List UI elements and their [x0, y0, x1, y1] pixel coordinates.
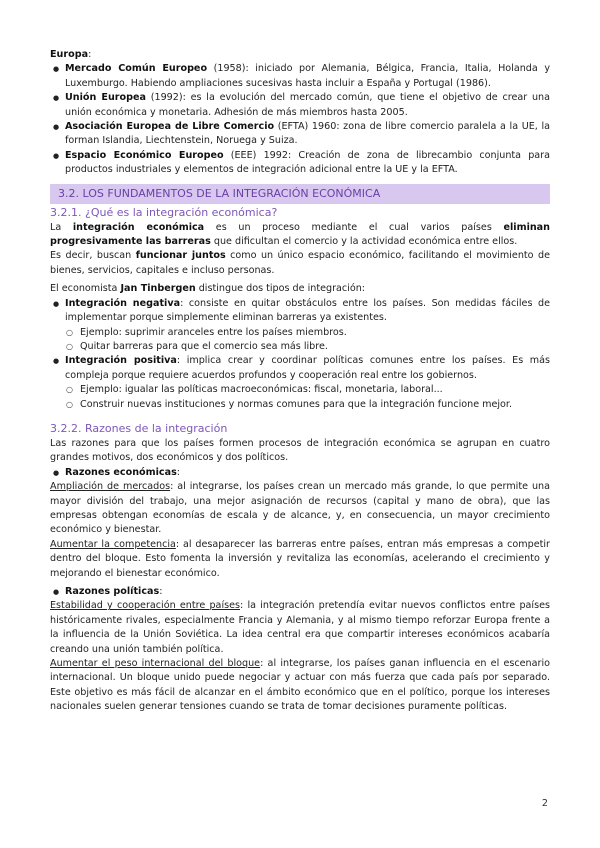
sub-list: [50, 383, 550, 412]
list-item: ● Integración positiva: implica crear y coordinar políticas comunes entre los países. Es más compleja porque requiere acuerdos profundos y cooperación real entre los gobiernos.: [50, 354, 550, 383]
paragraph: La integración económica es un proceso mediante el cual varios países eliminan progresivamente las barreras que dificultan el comercio y la actividad económica entre ellos.: [50, 221, 550, 248]
subsection-title-2: 3.2.2. Razones de la integración: [50, 421, 228, 435]
list-item: ● Razones económicas:: [50, 466, 550, 480]
page-number: 2: [541, 798, 548, 809]
subsection-title-1: 3.2.1. ¿Qué es la integración económica?: [50, 205, 278, 219]
sub-list-item: ○ Construir nuevas instituciones y normas comunes para que la integración funcione mejor.: [50, 398, 550, 412]
paragraph: Es decir, buscan funcionar juntos como un único espacio económico, facilitando el movimiento de bienes, servicios, capitales e incluso personas.: [50, 250, 550, 276]
list-item: ● Espacio Económico Europeo (EEE) 1992: Creación de zona de librecambio conjunta para productos industriales y elementos de integración adicional entre la UE y la EFTA.: [50, 149, 550, 178]
sub-list: [50, 326, 550, 355]
reasons-list: [50, 585, 550, 599]
sub-list-item: ○ Quitar barreras para que el comercio sea más libre.: [50, 340, 550, 354]
list-item: ● Mercado Común Europeo (1958): iniciado por Alemania, Bélgica, Francia, Italia, Holanda y Luxemburgo. Habiendo ampliaciones sucesivas hasta incluir a España y Portugal (1986).: [50, 62, 550, 91]
paragraph: Ampliación de mercados: al integrarse, los países crean un mercado más grande, lo que permite una mayor división del trabajo, una mejor asignación de recursos (capital y mano de obra), que las empresas obtengan economías de escala y de alcance, y, en consecuencia, un mayor crecimiento económico y bienestar.: [50, 481, 550, 536]
list-item: ● Razones políticas:: [50, 585, 550, 599]
sub-list-item: ○ Ejemplo: suprimir aranceles entre los países miembros.: [50, 326, 550, 340]
section-title: 3.2. LOS FUNDAMENTOS DE LA INTEGRACIÓN ECONÓMICA: [50, 184, 550, 204]
list-item: ● Unión Europea (1992): es la evolución del mercado común, que tiene el objetivo de crear una unión económica y monetaria. Adhesión de más miembros hasta 2005.: [50, 91, 550, 120]
integration-types-list: [50, 297, 550, 326]
intro-line: Europa:: [50, 49, 92, 60]
integration-types-list: [50, 354, 550, 383]
list-item: ● Asociación Europea de Libre Comercio (EFTA) 1960: zona de libre comercio paralela a la UE, la forman Islandia, Liechtenstein, Noruega y Suiza.: [50, 120, 550, 149]
intro-label: Europa: [50, 49, 89, 60]
document-page: [50, 48, 550, 715]
europa-list: [50, 62, 550, 177]
paragraph: Estabilidad y cooperación entre países: la integración pretendía evitar nuevos conflictos entre países históricamente rivales, especialmente Francia y Alemania, y al mismo tiempo reforzar Europa frente a la influencia de la Unión Soviética. La idea central era que compartir intereses económicos acabaría creando una unión también política.: [50, 600, 550, 655]
reasons-list: [50, 466, 550, 480]
paragraph: Aumentar el peso internacional del bloque: al integrarse, los países ganan influencia en el escenario internacional. Un bloque unido puede negociar y actuar con más fuerza que cada país por separado. Este objetivo es más fácil de alcanzar en el ámbito económico que en el político, porque los intereses nacionales suelen generar tensiones cuando se trata de tomar decisiones puramente políticas.: [50, 658, 550, 713]
paragraph: El economista Jan Tinbergen distingue dos tipos de integración:: [50, 283, 366, 295]
list-item: ● Integración negativa: consiste en quitar obstáculos entre los países. Son medidas fáciles de implementar porque simplemente eliminan barreras ya existentes.: [50, 297, 550, 326]
paragraph: Las razones para que los países formen procesos de integración económica se agrupan en cuatro grandes motivos, dos económicos y dos políticos.: [50, 437, 550, 464]
paragraph: Aumentar la competencia: al desaparecer las barreras entre países, entran más empresas a competir dentro del bloque. Esto fomenta la inversión y revitaliza las economías, acelerando el crecimiento y mejorando el bienestar económico.: [50, 538, 550, 579]
sub-list-item: ○ Ejemplo: igualar las políticas macroeconómicas: fiscal, monetaria, laboral...: [50, 383, 550, 397]
